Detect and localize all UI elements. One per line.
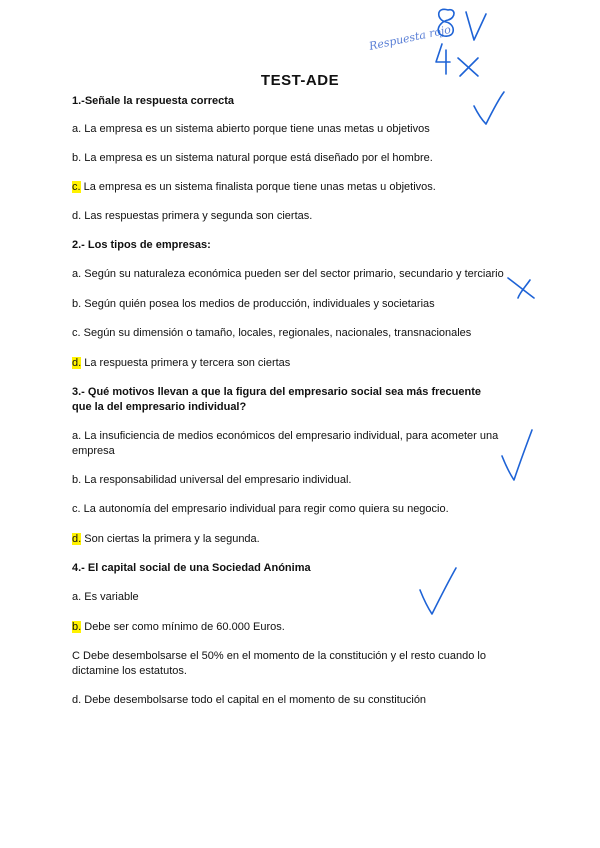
option-letter-highlighted: d. [72,357,82,369]
question-2-option-d [72,356,512,371]
option-text: Debe ser como mínimo de 60.000 Euros. [81,621,285,633]
document-title: TEST-ADE [260,72,340,89]
option-letter: a. [72,268,82,280]
question-1-text: 1.-Señale la respuesta correcta [72,95,235,107]
question-3-option-d [72,532,512,547]
option-letter: a. [72,591,82,603]
option-text: La empresa es un sistema abierto porque tiene unas metas u objetivos [81,123,430,135]
option-text: Según su naturaleza económica pueden ser del sector primario, secundario y terciario [81,268,504,280]
handwritten-four [436,44,450,74]
option-text: Es variable [81,591,139,603]
question-2-option-b [72,297,512,312]
option-letter: d. [72,694,82,706]
handwritten-eight [438,9,454,36]
question-4-option-b [72,620,512,635]
question-1-option-a [72,122,512,137]
question-2-text: 2.- Los tipos de empresas: [72,239,211,251]
question-1-option-c [72,180,512,195]
handwritten-note: Respuesta rojo [367,22,452,53]
option-letter: c. [72,327,81,339]
question-3-text: 3.- Qué motivos llevan a que la figura del empresario social sea más frecuente que la del empresario individual? [72,386,481,413]
question-4-option-c [72,649,512,679]
option-text: La empresa es un sistema natural porque está diseñado por el hombre. [81,152,433,164]
option-letter-highlighted: b. [72,621,82,633]
option-text: La autonomía del empresario individual para regir como quiera su negocio. [80,503,449,515]
option-text: La respuesta primera y tercera son ciertas [81,357,291,369]
option-text: Según su dimensión o tamaño, locales, regionales, nacionales, transnacionales [80,327,472,339]
option-letter: a. [72,430,82,442]
option-letter: c. [72,503,81,515]
option-text: Debe desembolsarse todo el capital en el momento de su constitución [81,694,427,706]
question-4-option-a [72,590,512,605]
option-letter: a. [72,123,82,135]
option-letter-highlighted: c. [72,181,81,193]
question-2-option-a [72,267,517,282]
option-letter: d. [72,210,82,222]
question-3-option-c [72,502,512,517]
question-1-option-b [72,151,512,166]
option-letter: b. [72,298,82,310]
option-text: La responsabilidad universal del empresario individual. [81,474,352,486]
option-letter: b. [72,474,82,486]
option-text: Debe desembolsarse el 50% en el momento de la constitución y el resto cuando lo dictamine los estatutos. [72,650,486,677]
option-letter-highlighted: d. [72,533,82,545]
question-2-option-c [72,326,512,341]
option-text: Son ciertas la primera y la segunda. [81,533,260,545]
option-letter: b. [72,152,82,164]
question-3-option-b [72,473,512,488]
option-text: Según quién posea los medios de producción, individuales y societarias [81,298,435,310]
option-text: Las respuestas primera y segunda son ciertas. [81,210,313,222]
question-4-option-d [72,693,512,708]
option-text: La insuficiencia de medios económicos del empresario individual, para acometer una empresa [72,430,499,457]
question-4-text: 4.- El capital social de una Sociedad Anónima [72,562,311,574]
question-3-option-a [72,429,512,459]
option-letter: C [72,650,80,662]
handwritten-v [466,12,486,40]
question-1-option-d [72,209,512,224]
option-text: La empresa es un sistema finalista porque tiene unas metas u objetivos. [80,181,436,193]
